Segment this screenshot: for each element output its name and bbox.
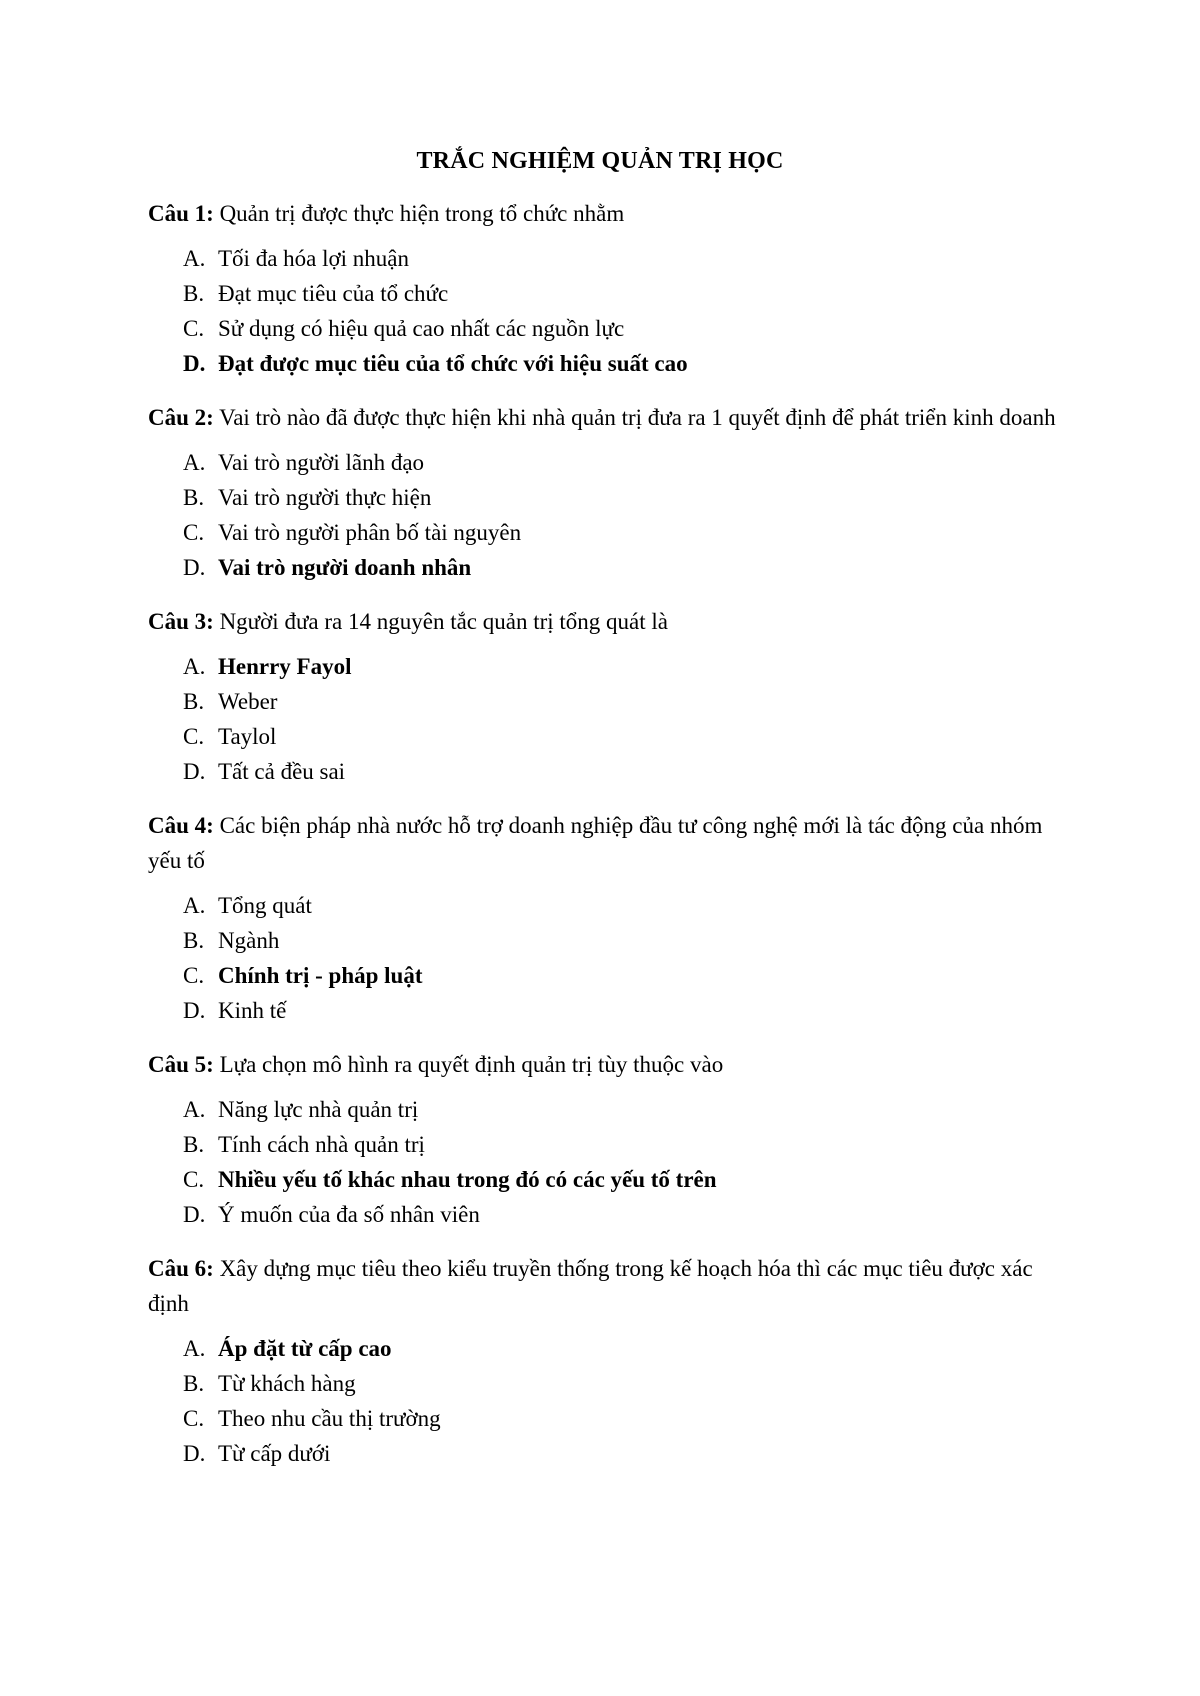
- option-text: Đạt mục tiêu của tổ chức: [218, 281, 449, 306]
- question-text: Các biện pháp nhà nước hỗ trợ doanh nghiệp đầu tư công nghệ mới là tác động của nhóm yếu tố: [148, 813, 1049, 873]
- answer-option: [183, 276, 1068, 311]
- answer-option: [183, 684, 1068, 719]
- answer-options: [148, 888, 1068, 1028]
- answer-option: [183, 1092, 1068, 1127]
- option-letter: D.: [183, 998, 206, 1023]
- option-text: Từ khách hàng: [218, 1371, 356, 1396]
- answer-option: [183, 1436, 1068, 1471]
- answer-option: [183, 1401, 1068, 1436]
- option-letter: D.: [183, 555, 206, 580]
- option-text: Weber: [218, 689, 278, 714]
- answer-option: [183, 480, 1068, 515]
- question-3: [148, 604, 1068, 639]
- question-text: Người đưa ra 14 nguyên tắc quản trị tổng quát là: [213, 609, 668, 634]
- option-text: Tính cách nhà quản trị: [218, 1132, 425, 1157]
- option-text: Vai trò người thực hiện: [218, 485, 432, 510]
- answer-option: [183, 888, 1068, 923]
- option-letter: B.: [183, 485, 205, 510]
- option-letter: B.: [183, 1371, 205, 1396]
- answer-option: [183, 754, 1068, 789]
- option-letter: B.: [183, 928, 205, 953]
- answer-options: [148, 241, 1068, 381]
- option-letter: B.: [183, 689, 205, 714]
- question-text: Vai trò nào đã được thực hiện khi nhà quản trị đưa ra 1 quyết định để phát triển kinh doanh: [213, 405, 1056, 430]
- answer-option: [183, 1366, 1068, 1401]
- option-text: Nhiều yếu tố khác nhau trong đó có các yếu tố trên: [218, 1167, 717, 1192]
- option-text: Tổng quát: [218, 893, 312, 918]
- answer-options: [148, 445, 1068, 585]
- option-letter: C.: [183, 1406, 205, 1431]
- option-text: Vai trò người doanh nhân: [218, 555, 472, 580]
- option-text: Henrry Fayol: [218, 654, 352, 679]
- option-text: Ngành: [218, 928, 280, 953]
- question-list: [148, 196, 1068, 1490]
- option-text: Kinh tế: [218, 998, 287, 1023]
- answer-options: [148, 649, 1068, 789]
- question-text: Xây dựng mục tiêu theo kiểu truyền thống trong kế hoạch hóa thì các mục tiêu được xác định: [148, 1256, 1039, 1316]
- answer-option: [183, 993, 1068, 1028]
- question-label: Câu 5:: [148, 1052, 214, 1077]
- answer-option: [183, 958, 1068, 993]
- answer-option: [183, 923, 1068, 958]
- question-label: Câu 3:: [148, 609, 214, 634]
- option-text: Vai trò người lãnh đạo: [218, 450, 425, 475]
- option-letter: D.: [183, 759, 206, 784]
- answer-option: [183, 1331, 1068, 1366]
- question-6: [148, 1251, 1068, 1321]
- option-letter: C.: [183, 1167, 205, 1192]
- answer-option: [183, 346, 1068, 381]
- option-letter: A.: [183, 450, 206, 475]
- question-1: [148, 196, 1068, 231]
- option-text: Taylol: [218, 724, 277, 749]
- option-letter: B.: [183, 1132, 205, 1157]
- option-letter: A.: [183, 654, 206, 679]
- option-letter: D.: [183, 1202, 206, 1227]
- answer-option: [183, 550, 1068, 585]
- option-letter: D.: [183, 1441, 206, 1466]
- option-letter: C.: [183, 724, 205, 749]
- question-label: Câu 4:: [148, 813, 214, 838]
- answer-option: [183, 311, 1068, 346]
- option-text: Vai trò người phân bố tài nguyên: [218, 520, 522, 545]
- answer-option: [183, 1197, 1068, 1232]
- option-letter: B.: [183, 281, 205, 306]
- option-text: Tất cả đều sai: [218, 759, 346, 784]
- option-letter: A.: [183, 1336, 206, 1361]
- question-2: [148, 400, 1068, 435]
- option-letter: C.: [183, 316, 205, 341]
- option-text: Sử dụng có hiệu quả cao nhất các nguồn lực: [218, 316, 625, 341]
- option-text: Theo nhu cầu thị trường: [218, 1406, 441, 1431]
- answer-options: [148, 1331, 1068, 1471]
- question-4: [148, 808, 1068, 878]
- question-label: Câu 6:: [148, 1256, 214, 1281]
- answer-option: [183, 649, 1068, 684]
- answer-option: [183, 1162, 1068, 1197]
- option-text: Áp đặt từ cấp cao: [218, 1336, 392, 1361]
- option-text: Chính trị - pháp luật: [218, 963, 423, 988]
- answer-option: [183, 445, 1068, 480]
- option-letter: A.: [183, 1097, 206, 1122]
- question-text: Quản trị được thực hiện trong tổ chức nhằm: [213, 201, 625, 226]
- option-letter: A.: [183, 246, 206, 271]
- option-text: Đạt được mục tiêu của tổ chức với hiệu suất cao: [218, 351, 688, 376]
- question-label: Câu 1:: [148, 201, 214, 226]
- answer-option: [183, 719, 1068, 754]
- question-label: Câu 2:: [148, 405, 214, 430]
- answer-option: [183, 515, 1068, 550]
- option-letter: D.: [183, 351, 206, 376]
- question-text: Lựa chọn mô hình ra quyết định quản trị tùy thuộc vào: [213, 1052, 724, 1077]
- option-letter: A.: [183, 893, 206, 918]
- option-text: Tối đa hóa lợi nhuận: [218, 246, 410, 271]
- option-letter: C.: [183, 520, 205, 545]
- answer-option: [183, 1127, 1068, 1162]
- question-5: [148, 1047, 1068, 1082]
- option-text: Ý muốn của đa số nhân viên: [218, 1202, 480, 1227]
- document-title: TRẮC NGHIỆM QUẢN TRỊ HỌC: [416, 148, 784, 174]
- option-text: Từ cấp dưới: [218, 1441, 331, 1466]
- answer-options: [148, 1092, 1068, 1232]
- option-text: Năng lực nhà quản trị: [218, 1097, 419, 1122]
- option-letter: C.: [183, 963, 205, 988]
- answer-option: [183, 241, 1068, 276]
